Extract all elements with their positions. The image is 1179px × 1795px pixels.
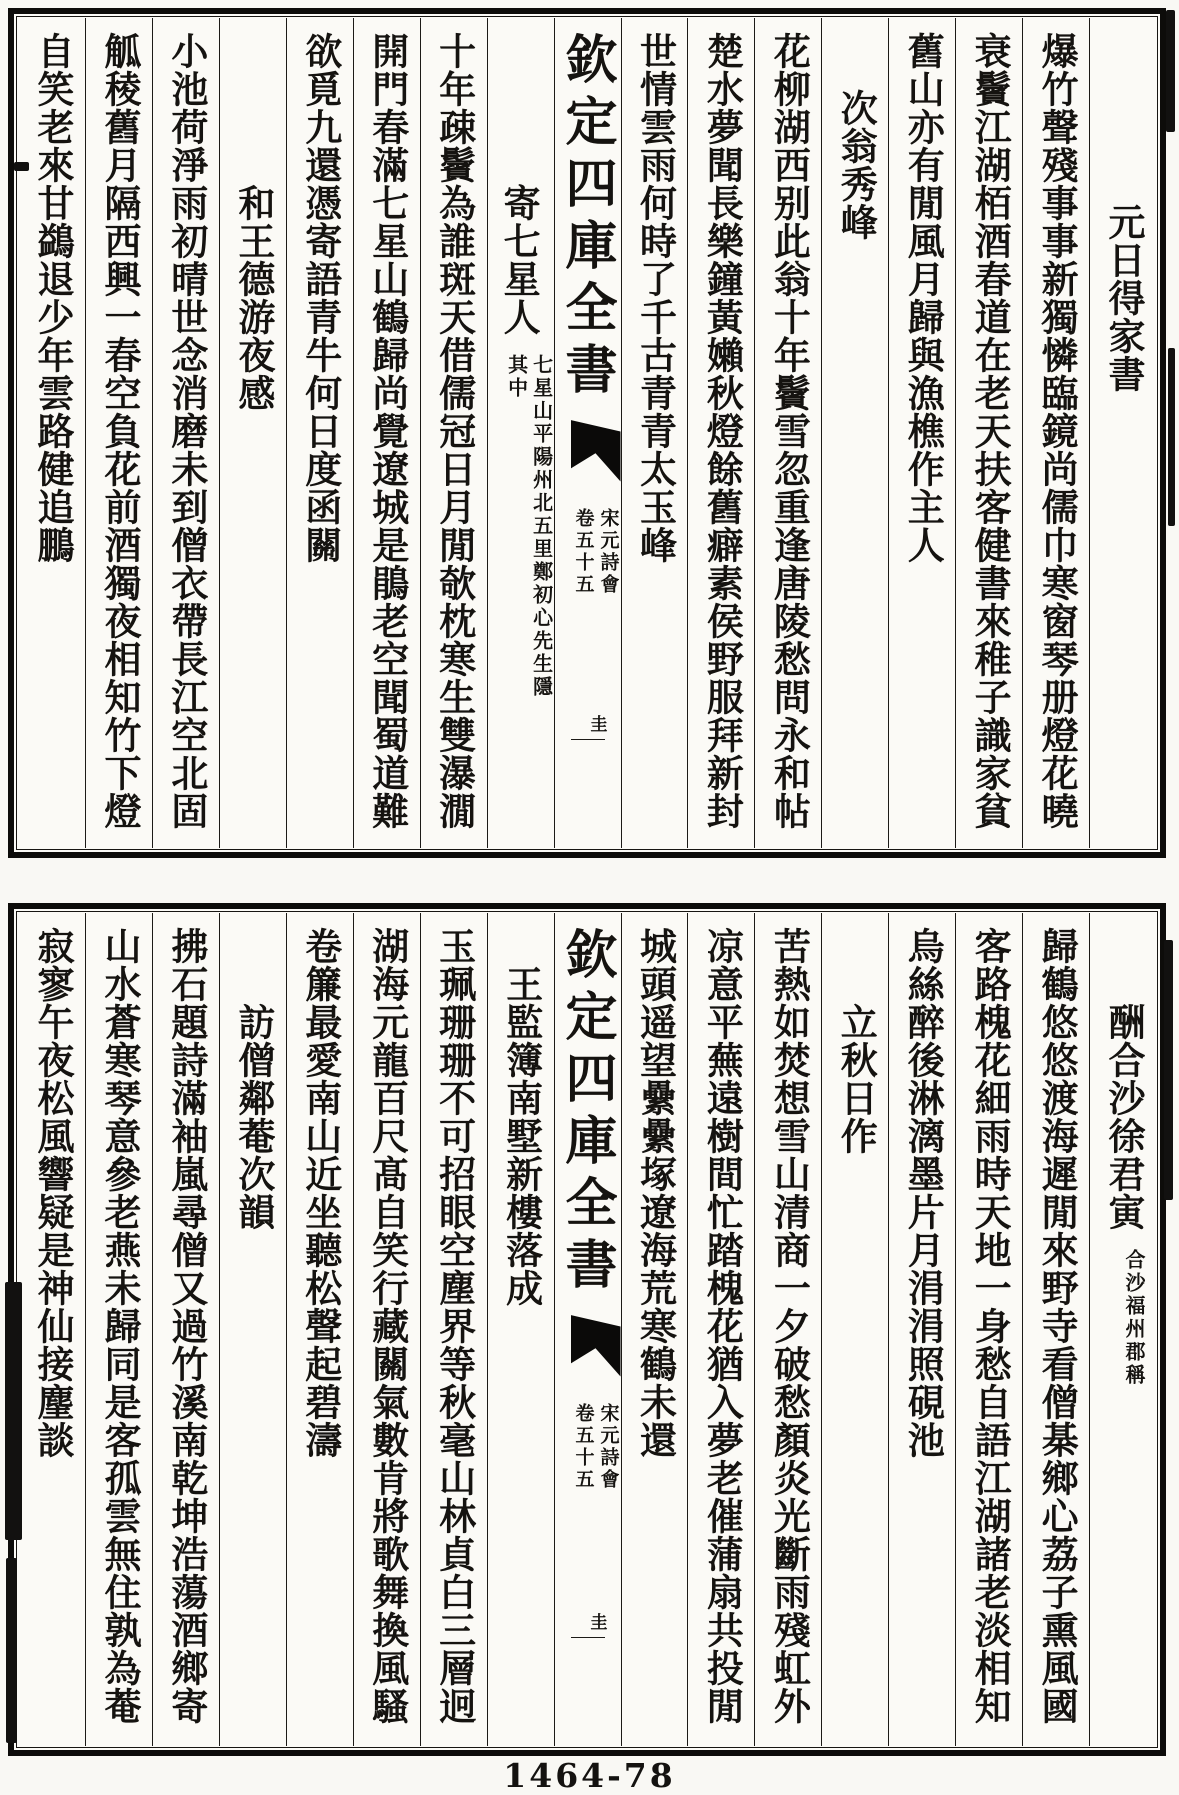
- poem-title-text: 立秋日作: [834, 1003, 879, 1155]
- verse-column: [888, 18, 955, 848]
- siku-banner-title: 欽定四庫全書: [556, 32, 617, 404]
- verse-column: [888, 913, 955, 1746]
- poem-title-text: 元日得家書: [1102, 203, 1146, 393]
- poem-title-text: 寄七星人: [497, 184, 542, 336]
- poem-title-column: [821, 913, 888, 1746]
- siku-banner-title: 欽定四庫全書: [556, 927, 617, 1299]
- verse-text: 爆竹聲殘事事新獨憐臨鏡尚儒巾寒窗琴册燈花曉: [1035, 32, 1080, 830]
- poem-title-column: [487, 18, 554, 848]
- poem-title-text: 酬合沙徐君寅: [1102, 1003, 1146, 1231]
- verse-column: [621, 18, 688, 848]
- siku-banner-column: [554, 18, 621, 848]
- verse-text: 湖海元龍百尺髙自笑行藏關氣數肯將歌舞換風騷: [365, 927, 410, 1725]
- poem-title-column: [219, 18, 286, 848]
- verse-column: [286, 18, 353, 848]
- poem-title-column: [219, 913, 286, 1746]
- verse-column: [687, 18, 754, 848]
- subcolumn-left: 卷五十五: [572, 508, 595, 596]
- verse-column: [286, 913, 353, 1746]
- verse-column: [85, 913, 152, 1746]
- bottom-page-columns: [18, 913, 1156, 1746]
- subcolumn-left: 其中: [504, 354, 529, 400]
- verse-text: 欲覓九還憑寄語青牛何日度函關: [298, 32, 343, 564]
- verse-column: [955, 18, 1022, 848]
- bottom-page-block: [8, 903, 1166, 1756]
- verse-column: [955, 913, 1022, 1746]
- verse-text: 開門春滿七星山鶴歸尚覺遼城是鵑老空聞蜀道難: [365, 32, 410, 830]
- poem-title-column: [487, 913, 554, 1746]
- verse-column: [85, 18, 152, 848]
- poem-title-column: [1089, 913, 1156, 1746]
- verse-column: [353, 18, 420, 848]
- verse-text: 客路槐花細雨時天地一身愁自語江湖諸老淡相知: [968, 927, 1013, 1725]
- verse-text: 觚稜舊月隔西興一春空負花前酒獨夜相知竹下燈: [97, 32, 142, 830]
- poem-title-text: 次翁秀峰: [834, 89, 879, 241]
- verse-text: 世情雲雨何時了千古青青太玉峰: [633, 32, 678, 564]
- scan-smudge: [14, 162, 29, 171]
- verse-text: 小池荷淨雨初晴世念消磨未到僧衣帶長江空北固: [164, 32, 209, 830]
- verse-text: 衰鬢江湖栢酒春道在老天扶客健書來稚子識家貧: [968, 32, 1013, 830]
- fishtail-ornament-icon: [571, 420, 621, 484]
- verse-column: [420, 18, 487, 848]
- verse-column: [1022, 913, 1089, 1746]
- small-caption-columns: [571, 1403, 621, 1491]
- interlinear-note: [504, 354, 554, 699]
- verse-column: [621, 913, 688, 1746]
- subcolumn-right: 宋元詩會: [597, 508, 620, 596]
- verse-text: 凉意平蕪遠樹間忙踏槐花猶入夢老催蒲扇共投閒: [700, 927, 745, 1725]
- poem-title-column: [1089, 18, 1156, 848]
- verse-text: 寂寥午夜松風響疑是神仙接麈談: [31, 927, 75, 1459]
- verse-column: [754, 18, 821, 848]
- verse-text: 十年疎鬢為誰斑天借儒冠日月閒欹枕寒生雙瀑㵎: [432, 32, 477, 830]
- poem-title-column: [821, 18, 888, 848]
- verse-text: 玉珮珊珊不可招眼空塵界等秋毫山林貞白三層迥: [432, 927, 477, 1725]
- verse-column: [152, 913, 219, 1746]
- plate-number-caption: 1464-78: [503, 1756, 676, 1795]
- verse-text: 花柳湖西别此翁十年鬢雪忽重逢唐陵愁問永和帖: [767, 32, 812, 830]
- scan-smudge: [1168, 348, 1175, 526]
- verse-text: 自笑老來甘鷁退少年雲路健追鵬: [31, 32, 75, 564]
- verse-text: 城頭遥望纍纍塚遼海荒寒鶴未還: [633, 927, 678, 1459]
- interlinear-note: [1121, 1249, 1146, 1387]
- subcolumn-right: 七星山平陽州北五里鄭初心先生隱: [529, 354, 554, 699]
- verse-text: 拂石題詩滿袖嵐尋僧又過竹溪南乾坤浩蕩酒鄉寄: [164, 927, 209, 1725]
- verse-text: 歸鶴悠悠渡海遲閒來野寺看僧棊鄉心荔子熏風國: [1035, 927, 1080, 1725]
- scan-smudge: [1166, 10, 1175, 132]
- folio-number-mark: 圭: [571, 1613, 605, 1638]
- verse-text: 苦熱如焚想雪山清商一夕破愁顏炎光斷雨殘虹外: [767, 927, 812, 1725]
- poem-title-text: 和王德游夜感: [231, 184, 276, 412]
- verse-text: 楚水夢聞長樂鐘黃嬾秋燈餘舊癖素侯野服拜新封: [700, 32, 745, 830]
- top-page-block: [8, 8, 1166, 858]
- verse-column: [754, 913, 821, 1746]
- verse-text: 舊山亦有閒風月歸與漁樵作主人: [901, 32, 946, 564]
- verse-column: [420, 913, 487, 1746]
- verse-column: [18, 913, 85, 1746]
- subcolumn-right: 宋元詩會: [597, 1403, 620, 1491]
- small-caption-columns: [571, 508, 621, 596]
- verse-text: 山水蒼寒琴意參老燕未歸同是客孤雲無住孰為菴: [97, 927, 142, 1725]
- subcolumn-left: 卷五十五: [572, 1403, 595, 1491]
- verse-column: [1022, 18, 1089, 848]
- siku-banner-column: [554, 913, 621, 1746]
- poem-title-text: 訪僧鄰菴次韻: [231, 1003, 276, 1231]
- top-page-columns: [18, 18, 1156, 848]
- verse-column: [152, 18, 219, 848]
- poem-title-text: 王監簿南墅新樓落成: [499, 965, 544, 1307]
- verse-column: [18, 18, 85, 848]
- verse-text: 卷簾最愛南山近坐聽松聲起碧濤: [298, 927, 343, 1459]
- scan-smudge: [6, 1558, 17, 1743]
- folio-number-mark: 圭: [571, 715, 605, 740]
- scan-smudge: [5, 1282, 22, 1540]
- verse-column: [353, 913, 420, 1746]
- subcolumn-right: 合沙福州郡稱: [1122, 1249, 1146, 1387]
- scan-smudge: [1164, 940, 1173, 1200]
- fishtail-ornament-icon: [571, 1315, 621, 1379]
- verse-text: 烏絲醉後淋漓墨片月涓涓照硯池: [901, 927, 946, 1459]
- verse-column: [687, 913, 754, 1746]
